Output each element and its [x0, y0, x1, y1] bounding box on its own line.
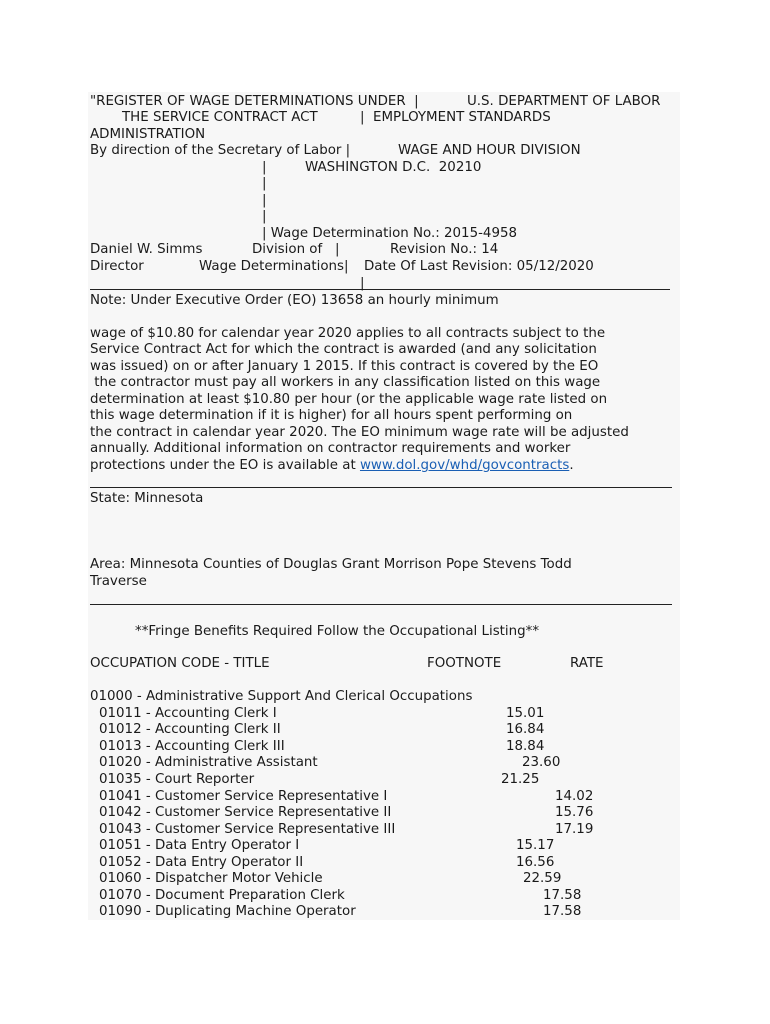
note-line: was issued) on or after January 1 2015. If this contract is covered by the EO	[90, 359, 599, 374]
occupation-rate: 15.17	[516, 838, 555, 853]
occupation-title: 01043 - Customer Service Representative III	[99, 822, 396, 837]
note-line: the contractor must pay all workers in any classification listed on this wage	[90, 375, 601, 390]
header-line4-right: WAGE AND HOUR DIVISION	[398, 143, 581, 158]
note-line: wage of $10.80 for calendar year 2020 applies to all contracts subject to the	[90, 326, 606, 341]
revision-number: Revision No.: 14	[390, 242, 499, 257]
occupation-rate: 23.60	[522, 755, 561, 770]
occupation-title: 01042 - Customer Service Representative II	[99, 805, 392, 820]
occupation-rate: 22.59	[523, 871, 562, 886]
govcontracts-link[interactable]: www.dol.gov/whd/govcontracts	[359, 458, 570, 473]
divider-line	[90, 487, 672, 488]
header-line5-right: WASHINGTON D.C. 20210	[305, 160, 482, 175]
note-line: annually. Additional information on contractor requirements and worker	[90, 441, 571, 456]
header-rate: RATE	[570, 656, 604, 671]
header-line5-sep: |	[262, 160, 267, 175]
occupation-rate: 16.56	[516, 855, 555, 870]
note-last-line	[90, 458, 574, 474]
occupation-title: 01035 - Court Reporter	[99, 772, 255, 787]
division-line2: Wage Determinations|	[199, 259, 349, 274]
area-line1: Area: Minnesota Counties of Douglas Grant Morrison Pope Stevens Todd	[90, 557, 572, 572]
header-pipe: |	[262, 209, 267, 224]
occupation-group-title: 01000 - Administrative Support And Clerical Occupations	[90, 689, 473, 704]
note-last-suffix: .	[569, 458, 574, 473]
occupation-title: 01011 - Accounting Clerk I	[99, 706, 277, 721]
header-line3: ADMINISTRATION	[90, 127, 206, 142]
note-line: determination at least $10.80 per hour (or the applicable wage rate listed on	[90, 392, 608, 407]
occupation-title: 01013 - Accounting Clerk III	[99, 739, 285, 754]
occupation-title: 01012 - Accounting Clerk II	[99, 722, 281, 737]
header-line1-right: U.S. DEPARTMENT OF LABOR	[467, 94, 661, 109]
note-line: the contract in calendar year 2020. The EO minimum wage rate will be adjusted	[90, 425, 629, 440]
header-pipe: |	[262, 193, 267, 208]
occupation-rate: 17.19	[555, 822, 594, 837]
header-line2-sep: |	[360, 110, 365, 125]
occupation-title: 01051 - Data Entry Operator I	[99, 838, 300, 853]
occupation-title: 01090 - Duplicating Machine Operator	[99, 904, 356, 919]
divider-line	[90, 289, 670, 290]
header-footnote: FOOTNOTE	[427, 656, 502, 671]
occupation-title: 01020 - Administrative Assistant	[99, 755, 318, 770]
occupation-rate: 18.84	[506, 739, 545, 754]
area-line2: Traverse	[90, 574, 147, 589]
header-line2-right: EMPLOYMENT STANDARDS	[373, 110, 551, 125]
occupation-rate: 21.25	[501, 772, 540, 787]
note-last-prefix: protections under the EO is available at	[90, 458, 360, 473]
divider-line	[90, 604, 672, 605]
state-label: State: Minnesota	[90, 491, 204, 506]
division-line1: Division of |	[252, 242, 340, 257]
last-revision-date: Date Of Last Revision: 05/12/2020	[364, 259, 594, 274]
header-pipe: |	[262, 176, 267, 191]
occupation-title: 01052 - Data Entry Operator II	[99, 855, 304, 870]
header-occupation: OCCUPATION CODE - TITLE	[90, 656, 270, 671]
header-line1-left: "REGISTER OF WAGE DETERMINATIONS UNDER |	[90, 94, 419, 109]
signer-title: Director	[90, 259, 144, 274]
occupation-title: 01060 - Dispatcher Motor Vehicle	[99, 871, 323, 886]
occupation-title: 01041 - Customer Service Representative I	[99, 789, 388, 804]
occupation-title: 01070 - Document Preparation Clerk	[99, 888, 345, 903]
note-line: this wage determination if it is higher) for all hours spent performing on	[90, 408, 573, 423]
occupation-rate: 15.76	[555, 805, 594, 820]
header-line4-left: By direction of the Secretary of Labor |	[90, 143, 351, 158]
wage-determination-number: | Wage Determination No.: 2015-4958	[262, 226, 518, 241]
header-line2-left: THE SERVICE CONTRACT ACT	[122, 110, 318, 125]
note-line: Service Contract Act for which the contract is awarded (and any solicitation	[90, 342, 597, 357]
occupation-rate: 15.01	[506, 706, 545, 721]
divider-pipe: |	[360, 276, 365, 291]
note-intro: Note: Under Executive Order (EO) 13658 an hourly minimum	[90, 293, 499, 308]
occupation-rate: 17.58	[543, 888, 582, 903]
occupation-rate: 16.84	[506, 722, 545, 737]
occupation-rate: 17.58	[543, 904, 582, 919]
occupation-rate: 14.02	[555, 789, 594, 804]
signer-name: Daniel W. Simms	[90, 242, 203, 257]
fringe-benefits-note: **Fringe Benefits Required Follow the Occupational Listing**	[135, 624, 540, 639]
